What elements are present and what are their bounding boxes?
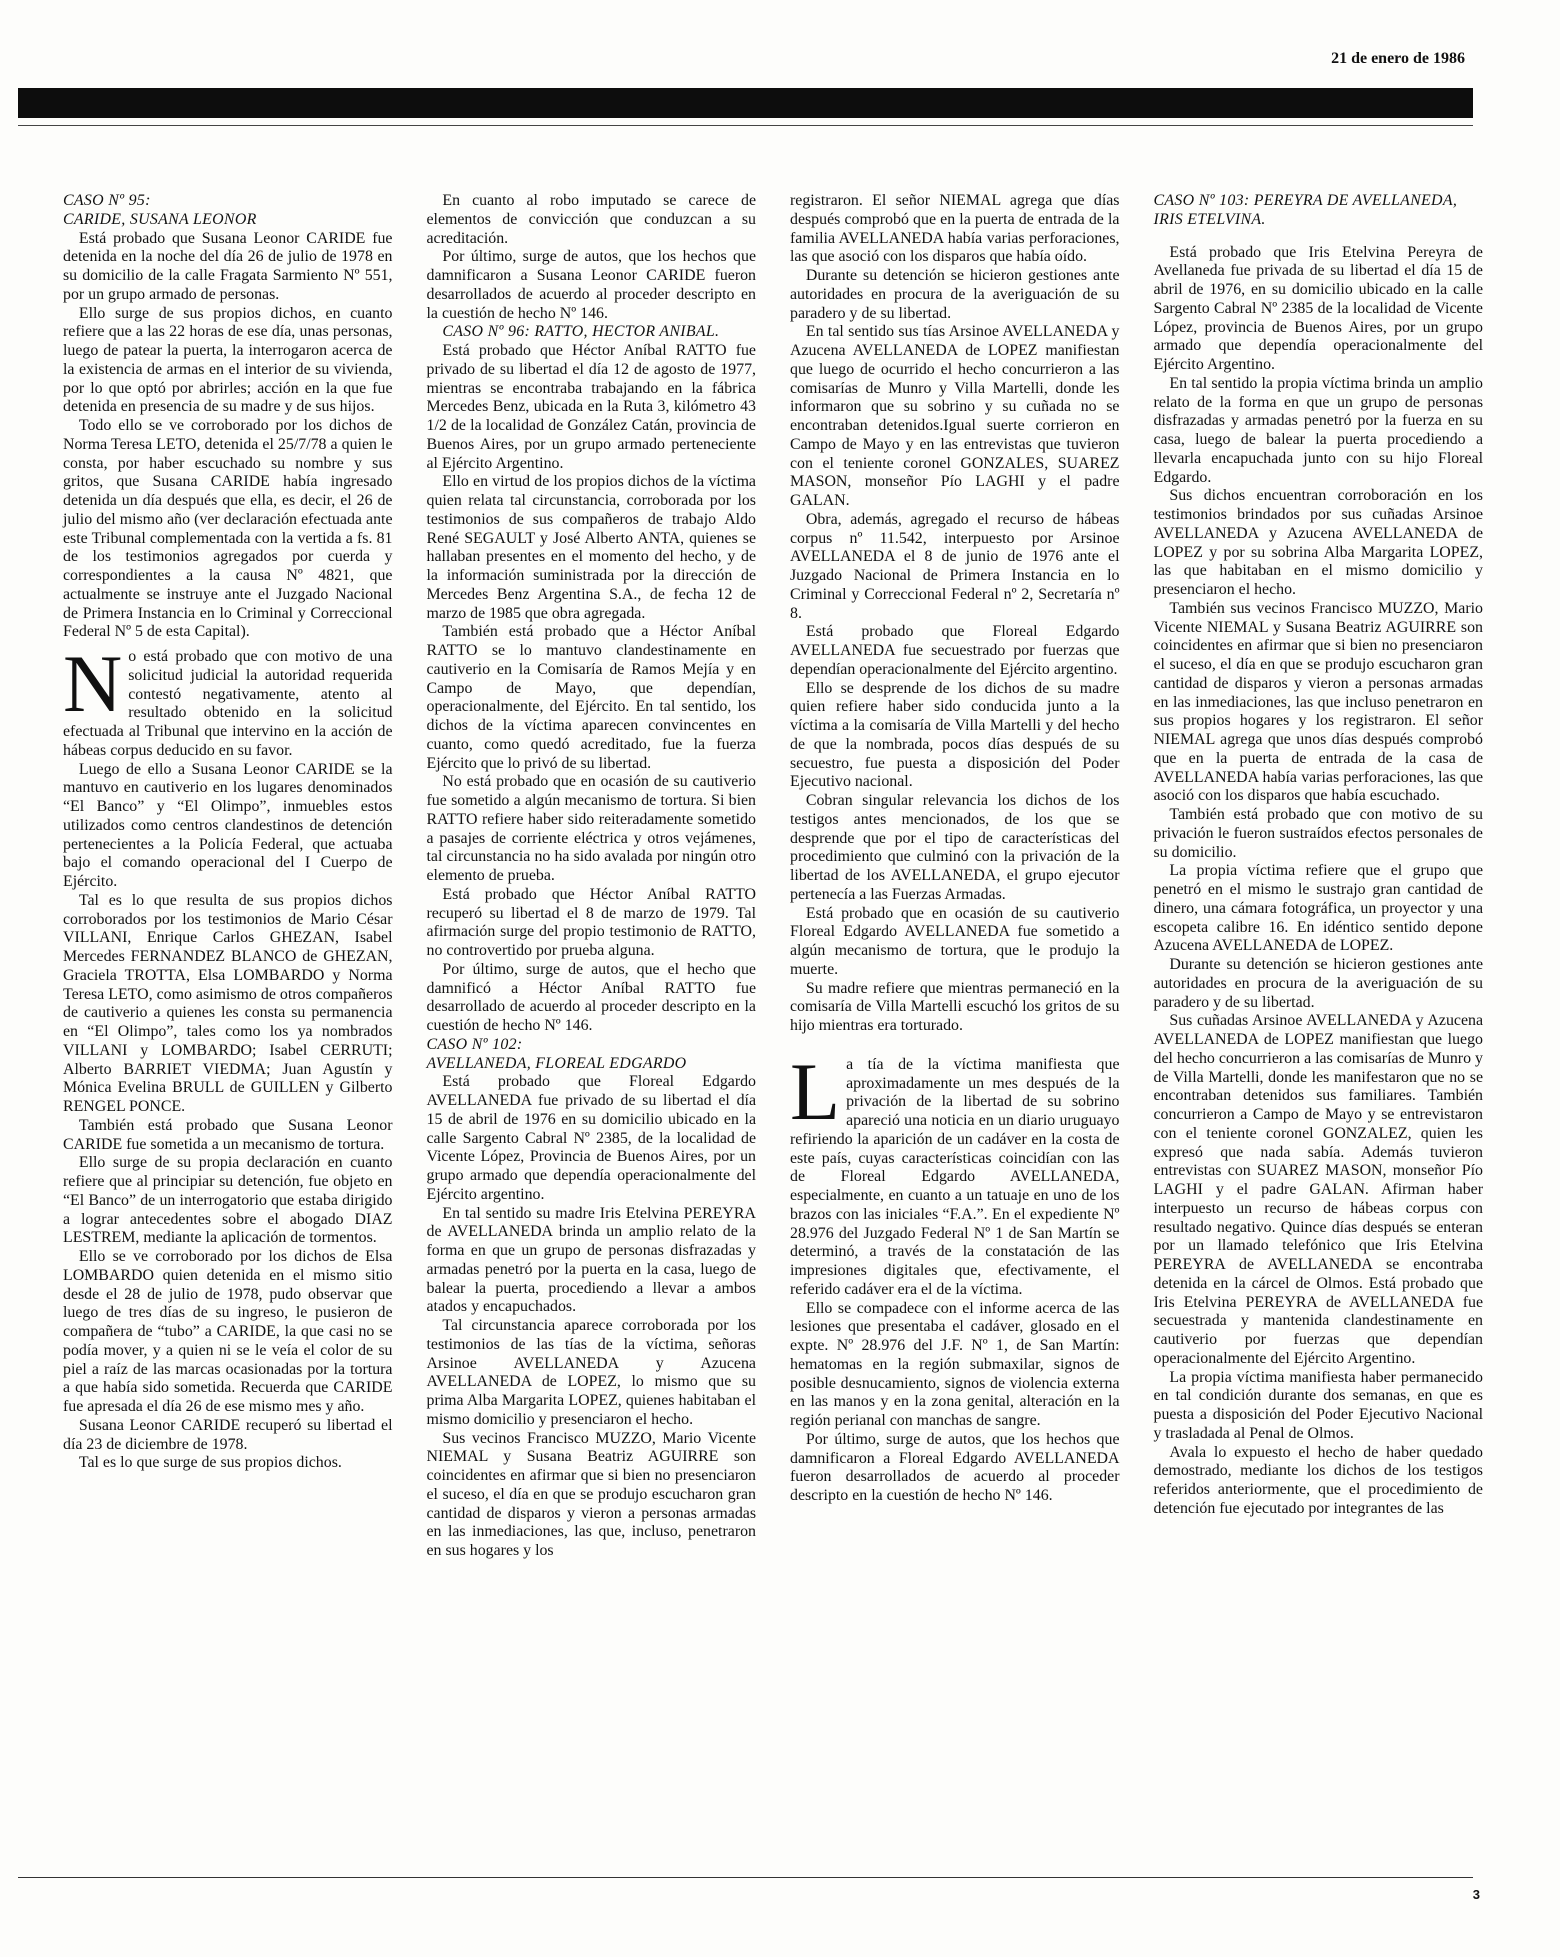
block-gap <box>1154 230 1484 244</box>
paragraph: En tal sentido su madre Iris Etelvina PEREYRA de AVELLANEDA brinda un amplio relato de la forma en que un grupo de personas disfrazadas y armadas penetró por la puerta en la casa, luego de balear la puerta, procediendo a llevar a ambos atados y encapuchados. <box>426 1204 756 1316</box>
paragraph: Está probado que Iris Etelvina Pereyra de Avellaneda fue privada de su libertad el día 15 de abril de 1976, en su domicilio ubicado en la calle Sargento Cabral Nº 2385 de la localidad de Vicente López, provincia de Buenos Aires, por un grupo armado que dependía operacionalmente del Ejército Argentino. <box>1153 243 1483 373</box>
case-heading: CASO Nº 96: RATTO, HECTOR ANIBAL. <box>442 323 720 341</box>
case-heading: CARIDE, SUSANA LEONOR <box>63 210 257 228</box>
paragraph: En tal sentido la propia víctima brinda un amplio relato de la forma en que un grupo de personas disfrazadas y armadas penetró por la fuerza en su casa, luego de balear la puerta procediendo a llevarla encapuchada junto con su hijo Floreal Edgardo. <box>1153 374 1483 486</box>
case-heading: CASO Nº 102: <box>426 1035 523 1053</box>
header-bar <box>18 88 1473 118</box>
paragraph: Está probado que Héctor Aníbal RATTO recuperó su libertad el 8 de marzo de 1979. Tal afirmación surge del propio testimonio de RATTO, no controvertido por prueba alguna. <box>426 885 756 959</box>
paragraph: En tal sentido sus tías Arsinoe AVELLANEDA y Azucena AVELLANEDA de LOPEZ manifiestan que luego de ocurrido el hecho concurrieron a las comisarías de Munro y Villa Martelli, donde les informaron que su sobrino y su cuñada no se encontraban detenidos.Igual suerte corrieron en Campo de Mayo y en las entrevistas que tuvieron con el teniente coronel GONZALES, SUAREZ MASON, monseñor Pío LAGHI y el padre GALAN. <box>790 323 1120 509</box>
paragraph: No está probado que en ocasión de su cautiverio fue sometido a algún mecanismo de tortura. Si bien RATTO refiere haber sido reiteradamente sometido a pasajes de corriente eléctrica y otros vejámenes, tal circunstancia no ha sido avalada por ningún otro elemento de prueba. <box>426 773 756 884</box>
paragraph: Luego de ello a Susana Leonor CARIDE se la mantuvo en cautiverio en los lugares denominados “El Banco” y “El Olimpo”, inmuebles estos utilizados como centros clandestinos de detención pertenecientes a la Policía Federal, que actuaba bajo el comando operacional del I Cuerpo de Ejército. <box>63 760 393 890</box>
paragraph: Por último, surge de autos, que el hecho que damnificó a Héctor Aníbal RATTO fue desarrollado de acuerdo al proceder descripto en la cuestión de hecho Nº 146. <box>426 960 756 1034</box>
paragraph: Está probado que Susana Leonor CARIDE fue detenida en la noche del día 26 de julio de 1978 en su domicilio de la calle Fragata Sarmiento Nº 551, por un grupo armado de personas. <box>63 229 393 303</box>
paragraph: Susana Leonor CARIDE recuperó su libertad el día 23 de diciembre de 1978. <box>63 1416 393 1453</box>
article-body <box>63 192 1483 1817</box>
paragraph: Avala lo expuesto el hecho de haber quedado demostrado, mediante los dichos de los testigos referidos anteriormente, que el procedimiento de detención fue ejecutado por integrantes de las <box>1153 1443 1483 1517</box>
paragraph: Está probado que en ocasión de su cautiverio Floreal Edgardo AVELLANEDA fue sometido a algún mecanismo de tortura, que le produjo la muerte. <box>790 904 1120 978</box>
footer-rule <box>18 1877 1473 1878</box>
paragraph: registraron. El señor NIEMAL agrega que días después comprobó que en la puerta de entrada de la familia AVELLANEDA había varias perforaciones, las que asoció con los disparos que había oído. <box>790 192 1120 266</box>
drop-cap-paragraph: No está probado que con motivo de una solicitud judicial la autoridad requerida contestó negativamente, atento al resultado obtenido en la solicitud efectuada al Tribunal que intervino en la acción de hábeas corpus deducido en su favor. <box>63 638 393 759</box>
paragraph: Está probado que Floreal Edgardo AVELLANEDA fue privado de su libertad el día 15 de abril de 1976 en su domicilio ubicado en la calle Sargento Cabral Nº 2385, de la localidad de Vicente López, Provincia de Buenos Aires, por un grupo armado que dependía operacionalmente del Ejército argentino. <box>426 1073 756 1203</box>
paragraph: Sus cuñadas Arsinoe AVELLANEDA y Azucena AVELLANEDA de LOPEZ manifiestan que luego del hecho concurrieron a las comisarías de Munro y de Villa Martelli, donde les manifestaron que no se encontraban detenidos sus familiares. También concurrieron a Campo de Mayo y se entrevistaron con el teniente coronel GONZALEZ, quien les expresó que nada sabía. Además tuvieron entrevistas con SUAREZ MASON, monseñor Pío LAGHI y el padre GALAN. Afirman haber interpuesto un recurso de hábeas corpus con resultado negativo. Quince días después se enteran por un llamado telefónico que Iris Etelvina PEREYRA de AVELLANEDA se encontraba detenida en la cárcel de Olmos. Está probado que Iris Etelvina PEREYRA de AVELLANEDA fue secuestrada y mantenida clandestinamente en cautiverio por fuerzas que dependían operacionalmente del Ejército Argentino. <box>1153 1012 1483 1367</box>
issue-date: 21 de enero de 1986 <box>1331 50 1465 67</box>
paragraph: Durante su detención se hicieron gestiones ante autoridades en procura de la averiguación de su paradero y de su libertad. <box>790 267 1120 322</box>
paragraph: Cobran singular relevancia los dichos de los testigos antes mencionados, de los que se desprende que por el tipo de características del procedimiento que culminó con la privación de la libertad de los AVELLANEDA, el grupo ejecutor pertenecía a las Fuerzas Armadas. <box>790 792 1120 903</box>
paragraph: Ello se desprende de los dichos de su madre quien refiere haber sido conducida junto a la víctima a la comisaría de Villa Martelli y del hecho de que la nombrada, pocos días después de su secuestro, fue puesta a disposición del Poder Ejecutivo nacional. <box>790 679 1120 791</box>
paragraph: Está probado que Héctor Aníbal RATTO fue privado de su libertad el día 12 de agosto de 1977, mientras se encontraba trabajando en la fábrica Mercedes Benz, ubicada en la Ruta 3, kilómetro 43 1/2 de la localidad de González Catán, provincia de Buenos Aires, por un grupo armado perteneciente al Ejército Argentino. <box>426 342 756 472</box>
paragraph: Está probado que Floreal Edgardo AVELLANEDA fue secuestrado por fuerzas que dependían operacionalmente del Ejército argentino. <box>790 623 1120 678</box>
paragraph: Por último, surge de autos, que los hechos que damnificaron a Floreal Edgardo AVELLANEDA fueron desarrollados de acuerdo al proceder descripto en la cuestión de hecho Nº 146. <box>790 1430 1120 1504</box>
paragraph: Ello surge de sus propios dichos, en cuanto refiere que a las 22 horas de ese día, unas personas, luego de patear la puerta, la interrogaron acerca de la existencia de armas en el interior de su vivienda, por lo que optó por abrirles; acción en la que fue detenida en presencia de su madre y de sus hijos. <box>63 304 393 416</box>
paragraph: Sus vecinos Francisco MUZZO, Mario Vicente NIEMAL y Susana Beatriz AGUIRRE son coincidentes en afirmar que si bien no presenciaron el suceso, el día en que se produjo escucharon gran cantidad de disparos y vieron a personas armadas en las inmediaciones, las que, incluso, penetraron en sus hogares y los <box>426 1429 756 1559</box>
paragraph: Tal es lo que surge de sus propios dichos. <box>78 1454 342 1472</box>
drop-cap-letter: L <box>790 1045 841 1137</box>
paragraph: Tal circunstancia aparece corroborada por los testimonios de las tías de la víctima, señoras Arsinoe AVELLANEDA y Azucena AVELLANEDA de LOPEZ, lo mismo que su prima Alba Margarita LOPEZ, quienes habitaban el mismo domicilio y presenciaron el hecho. <box>426 1317 756 1428</box>
paragraph: Por último, surge de autos, que los hechos que damnificaron a Susana Leonor CARIDE fueron desarrollados de acuerdo al proceder descripto en la cuestión de hecho Nº 146. <box>426 248 756 322</box>
paragraph: También está probado que con motivo de su privación le fueron sustraídos efectos personales de su domicilio. <box>1153 806 1483 861</box>
paragraph: Su madre refiere que mientras permaneció en la comisaría de Villa Martelli escuchó los gritos de su hijo mientras era torturado. <box>790 979 1120 1034</box>
case-heading: AVELLANEDA, FLOREAL EDGARDO <box>426 1054 687 1072</box>
paragraph: La propia víctima manifiesta haber permanecido en tal condición durante dos semanas, en que es puesta a disposición del Poder Ejecutivo Nacional y trasladada al Penal de Olmos. <box>1153 1368 1483 1442</box>
paragraph: También está probado que a Héctor Aníbal RATTO se lo mantuvo clandestinamente en cautiverio en la Comisaría de Ramos Mejía y en Campo de Mayo, que dependían, operacionalmente, del Ejército. En tal sentido, los dichos de la víctima aparecen convincentes en cuanto, como quedó acreditado, fue la fuerza Ejército que lo privó de su libertad. <box>426 623 756 772</box>
paragraph: La propia víctima refiere que el grupo que penetró en el mismo le sustrajo gran cantidad de dinero, una cámara fotográfica, un proyector y una escopeta calibre 16. En idéntico sentido depone Azucena AVELLANEDA de LOPEZ. <box>1153 862 1483 955</box>
paragraph: Ello surge de su propia declaración en cuanto refiere que al principiar su detención, fue objeto en “El Banco” de un interrogatorio que estaba dirigido a lograr antecedentes sobre el abogado DIAZ LESTREM, mediante la aplicación de tormentos. <box>63 1154 393 1247</box>
paragraph: Durante su detención se hicieron gestiones ante autoridades en procura de la averiguación de su paradero y de su libertad. <box>1153 956 1483 1011</box>
paragraph: Tal es lo que resulta de sus propios dichos corroborados por los testimonios de Mario César VILLANI, Enrique Carlos GHEZAN, Isabel Mercedes FERNANDEZ BLANCO de GHEZAN, Graciela TROTTA, Elsa LOMBARDO y Norma Teresa LETO, como asimismo de otros compañeros de cautiverio a quienes les consta su permanencia en “El Olimpo”, tales como los ya nombrados VILLANI y LOMBARDO; Isabel CERRUTI; Alberto BARRIET VIEDMA; Juan Agustín y Mónica Evelina BRULL de GUILLEN y Gilberto RENGEL PONCE. <box>63 891 393 1115</box>
drop-cap-letter: N <box>63 638 123 729</box>
paragraph: Todo ello se ve corroborado por los dichos de Norma Teresa LETO, detenida el 25/7/78 a quien le consta, por haber escuchado su nombre y sus gritos, que Susana CARIDE había ingresado detenida un día después que ella, es decir, el 26 de julio del mismo año (ver declaración efectuada ante este Tribunal complementada con la vertida a fs. 81 de los testimonios agregados por cuerda y correspondientes a la causa Nº 4821, que actualmente se instruye ante el Juzgado Nacional de Primera Instancia en lo Criminal y Correccional Federal Nº 5 de esta Capital). <box>63 417 393 641</box>
paragraph: Sus dichos encuentran corroboración en los testimonios brindados por sus cuñadas Arsinoe AVELLANEDA y Azucena AVELLANEDA de LOPEZ y por su sobrina Alba Margarita LOPEZ, las que habitaban en el mismo domicilio y presenciaron el hecho. <box>1153 487 1483 598</box>
paragraph: Ello se compadece con el informe acerca de las lesiones que presentaba el cadáver, glosado en el expte. Nº 28.976 del J.F. Nº 1, de San Martín: hematomas en la región submaxilar, signos de posible desnucamiento, signos de violencia externa en las manos y en la zona genital, alteración en la región perianal con manchas de sangre. <box>790 1299 1120 1429</box>
drop-cap-paragraph: La tía de la víctima manifiesta que aproximadamente un mes después de la privación de la libertad de su sobrino apareció una noticia en un diario uruguayo refiriendo la aparición de un cadáver en la costa de este país, cuyas características coincidían con las de Floreal Edgardo AVELLANEDA, especialmente, en cuanto a un tatuaje en uno de los brazos con las iniciales “F.A.”. En el expediente Nº 28.976 del Juzgado Federal Nº 1 de San Martín se determinó, a través de la constatación de las impresiones digitales que, efectivamente, el referido cadáver era el de la víctima. <box>790 1045 1120 1298</box>
paragraph: Obra, además, agregado el recurso de hábeas corpus nº 11.542, interpuesto por Arsinoe AVELLANEDA el 8 de junio de 1976 ante el Juzgado Nacional de Primera Instancia en lo Criminal y Correccional Federal nº 2, Secretaría nº 8. <box>790 510 1120 622</box>
paragraph: También está probado que Susana Leonor CARIDE fue sometida a un mecanismo de tortura. <box>63 1116 393 1153</box>
case-heading: CASO Nº 95: <box>63 192 151 209</box>
paragraph: Ello se ve corroborado por los dichos de Elsa LOMBARDO quien detenida en el mismo sitio desde el 28 de julio de 1978, pudo observar que luego de tres días de su ingreso, le pusieron de compañera de “tubo” a CARIDE, la que casi no se podía mover, y a quien ni se le veía el color de su piel a raíz de las marcas ocasionadas por la tortura a que había sido sometida. Recuerda que CARIDE fue apresada el día 26 de ese mismo mes y año. <box>63 1248 393 1415</box>
paragraph: También sus vecinos Francisco MUZZO, Mario Vicente NIEMAL y Susana Beatriz AGUIRRE son coincidentes en afirmar que si bien no presenciaron el suceso, el día en que se produjo escucharon gran cantidad de disparos y vieron a personas armadas en las inmediaciones, las que incluso penetraron en sus propios hogares y los registraron. El señor NIEMAL agrega que unos días después comprobó que en la puerta de entrada de la casa de AVELLANEDA había varias perforaciones, las que asoció con los disparos que había escuchado. <box>1153 599 1483 805</box>
case-heading: CASO Nº 103: PEREYRA DE AVELLANEDA, IRIS ETELVINA. <box>1153 192 1458 228</box>
header-rule <box>18 125 1473 126</box>
paragraph: En cuanto al robo imputado se carece de elementos de convicción que conduzcan a su acreditación. <box>426 192 756 247</box>
page-number: 3 <box>1472 1887 1480 1902</box>
paragraph: Ello en virtud de los propios dichos de la víctima quien relata tal circunstancia, corroborada por los testimonios de sus compañeros de trabajo Aldo René SEGAULT y José Alberto ANTA, quienes se hallaban presentes en el momento del hecho, y de la información suministrada por la dirección de Mercedes Benz Argentina S.A., de fecha 12 de marzo de 1985 que obra agregada. <box>426 473 756 622</box>
